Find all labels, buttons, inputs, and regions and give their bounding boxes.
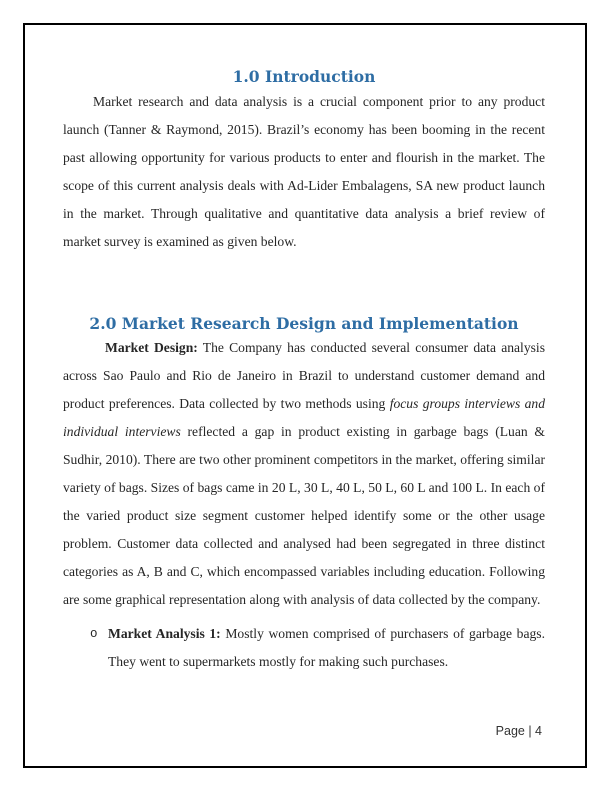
bullet-text: [108, 626, 545, 669]
page-content: [63, 68, 545, 676]
section-1-paragraph: Market research and data analysis is a crucial component prior to any product launch (Tanner & Raymond, 2015). Brazil’s economy has been booming in the recent past allowing opportunity for various products to enter and flourish in the market. The scope of this current analysis deals with Ad-Lider Embalagens, SA new product launch in the market. Through qualitative and quantitative data analysis a brief review of market survey is examined as given below.: [63, 94, 545, 249]
section-1-heading: 1.0 Introduction: [232, 67, 376, 86]
bullet-item-market-analysis-1: [63, 620, 545, 676]
section-2-text-part-1: The Company has conducted several consumer data analysis across Sao Paulo and Rio de Janeiro in Brazil to understand customer demand and product preferences. Data collected by two methods using: [63, 340, 545, 411]
section-2-text-part-2: reflected a gap in product existing in garbage bags (Luan & Sudhir, 2010). There are two other prominent competitors in the market, offering similar variety of bags. Sizes of bags came in 20 L, 30 L, 40 L, 50 L, 60 L and 100 L. In each of the varied product size segment customer helped identify some or the other usage problem. Customer data collected and analysed had been segregated in three distinct categories as A, B and C, which encompassed variables including education. Following are some graphical representation along with analysis of data collected by the company.: [63, 424, 545, 607]
section-2-heading: 2.0 Market Research Design and Implementation: [89, 314, 519, 333]
market-analysis-1-text: Mostly women comprised of purchasers of garbage bags. They went to supermarkets mostly for making such purchases.: [108, 626, 545, 669]
market-analysis-1-label: Market Analysis 1:: [108, 626, 221, 641]
market-design-label: Market Design:: [105, 340, 198, 355]
section-2-italic-phrase: focus groups interviews and individual interviews: [63, 396, 545, 439]
bullet-marker: o: [90, 627, 98, 641]
page-number: Page | 4: [495, 724, 542, 738]
section-2-paragraph: [63, 334, 545, 614]
